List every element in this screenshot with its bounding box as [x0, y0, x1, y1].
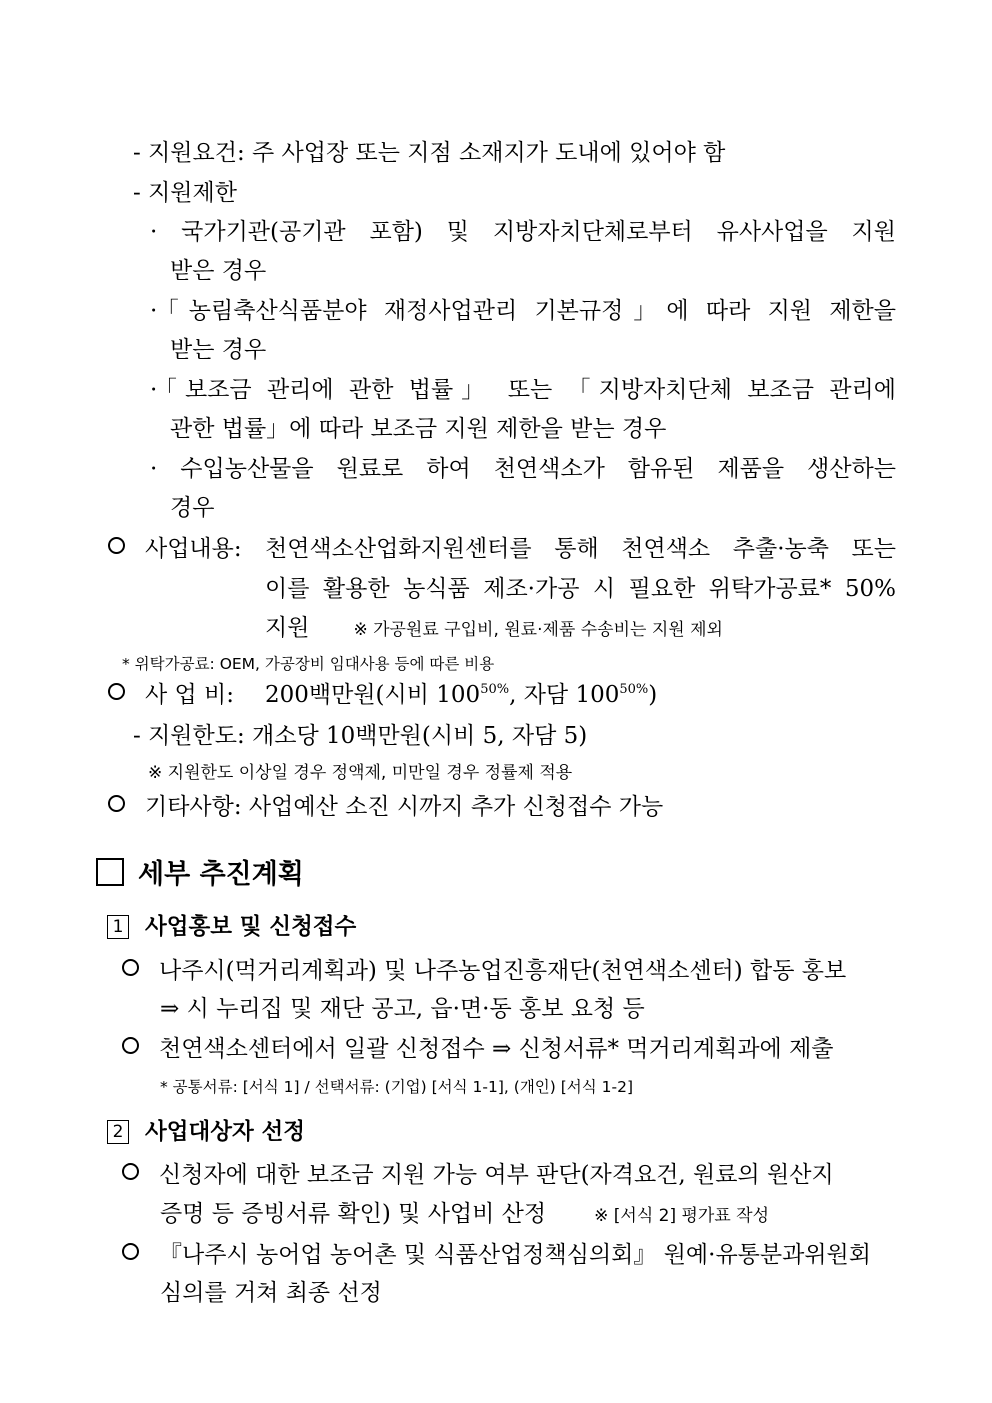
circle-bullet-icon: [108, 537, 125, 554]
s2-item-1: [122, 1160, 834, 1190]
s1-item-2-text: 천연색소센터에서 일괄 신청접수 ⇒ 신청서류* 먹거리계획과에 제출: [159, 1036, 834, 1062]
business-cost: [108, 680, 234, 710]
subsection-1-title: [107, 912, 356, 942]
s1-item-2: [122, 1034, 834, 1064]
business-cost-label: 사 업 비:: [145, 682, 235, 708]
business-content: [108, 534, 242, 564]
restriction-item-4-cont: 경우: [170, 495, 215, 521]
fee-footnote: * 위탁가공료: OEM, 가공장비 임대사용 등에 따른 비용: [122, 655, 495, 673]
circle-bullet-icon: [122, 1163, 139, 1180]
restriction-item-2: ·「농림축산식품분야 재정사업관리 기본규정」에 따라 지원 제한을: [150, 298, 896, 324]
other-matters-text: 기타사항: 사업예산 소진 시까지 추가 신청접수 가능: [145, 794, 664, 820]
business-content-line-2: 이를 활용한 농식품 제조·가공 시 필요한 위탁가공료* 50%: [265, 576, 896, 602]
business-content-support: 지원: [265, 615, 310, 641]
s2-item-2-cont: 심의를 거쳐 최종 선정: [160, 1280, 382, 1306]
cost-city: 200백만원(시비 100: [265, 682, 481, 708]
subsection-1-title-text: 사업홍보 및 신청접수: [145, 914, 357, 940]
cost-city-pct: 50%: [480, 682, 510, 697]
restriction-item-2-cont: 받는 경우: [170, 337, 267, 363]
s2-item-2-text: 『나주시 농어업 농어촌 및 식품산업정책심의회』 원예·유통분과위원회: [159, 1242, 871, 1268]
business-content-line-3: [265, 613, 723, 645]
square-bullet-icon: [96, 858, 124, 886]
business-cost-value: [265, 680, 657, 710]
subsection-2-title-text: 사업대상자 선정: [145, 1119, 305, 1145]
s1-footnote: * 공통서류: [서식 1] / 선택서류: (기업) [서식 1-1], (개인) [서식 1-2]: [160, 1078, 634, 1096]
circle-bullet-icon: [108, 683, 125, 700]
s2-item-1-cont: [160, 1199, 769, 1231]
s2-item-1-cont-text: 증명 등 증빙서류 확인) 및 사업비 산정: [160, 1201, 547, 1227]
subsection-1-number: 1: [107, 915, 129, 939]
cost-self-pct: 50%: [619, 682, 649, 697]
circle-bullet-icon: [108, 795, 125, 812]
s1-item-1: [122, 956, 896, 986]
circle-bullet-icon: [122, 1243, 139, 1260]
s1-item-1-text: 나주시(먹거리계획과) 및 나주농업진흥재단(천연색소센터) 합동 홍보: [159, 958, 847, 984]
restriction-item-4: · 수입농산물을 원료로 하여 천연색소가 함유된 제품을 생산하는: [150, 456, 896, 482]
section-title-text: 세부 추진계획: [138, 859, 304, 890]
business-content-line-1: 천연색소산업화지원센터를 통해 천연색소 추출·농축 또는: [265, 536, 896, 562]
other-matters: [108, 792, 663, 822]
s1-item-1-cont: ⇒ 시 누리집 및 재단 공고, 읍·면·동 홍보 요청 등: [160, 996, 645, 1022]
support-limit-note: ※ 지원한도 이상일 경우 정액제, 미만일 경우 정률제 적용: [148, 763, 573, 783]
circle-bullet-icon: [122, 1037, 139, 1054]
restriction-item-3-cont: 관한 법률」에 따라 보조금 지원 제한을 받는 경우: [170, 416, 667, 442]
cost-self: , 자담 100: [509, 682, 620, 708]
s2-item-2: [122, 1240, 871, 1270]
restriction-item-1-cont: 받은 경우: [170, 258, 267, 284]
subsection-2-number: 2: [107, 1120, 129, 1144]
restriction-item-1: · 국가기관(공기관 포함) 및 지방자치단체로부터 유사사업을 지원: [150, 219, 896, 245]
section-title: [96, 857, 304, 893]
support-requirement: - 지원요건: 주 사업장 또는 지점 소재지가 도내에 있어야 함: [133, 140, 726, 166]
business-content-note: ※ 가공원료 구입비, 원료·제품 수송비는 지원 제외: [353, 620, 723, 640]
circle-bullet-icon: [122, 959, 139, 976]
business-content-label: 사업내용:: [145, 536, 242, 562]
s2-item-1-note: ※ [서식 2] 평가표 작성: [594, 1206, 770, 1226]
support-restriction-heading: - 지원제한: [133, 180, 237, 206]
support-limit: - 지원한도: 개소당 10백만원(시비 5, 자담 5): [133, 723, 588, 749]
restriction-item-3: ·「보조금 관리에 관한 법률」 또는 「지방자치단체 보조금 관리에: [150, 377, 896, 403]
cost-close: ): [648, 682, 658, 708]
s2-item-1-text: 신청자에 대한 보조금 지원 가능 여부 판단(자격요건, 원료의 원산지: [159, 1162, 834, 1188]
subsection-2-title: [107, 1117, 305, 1147]
